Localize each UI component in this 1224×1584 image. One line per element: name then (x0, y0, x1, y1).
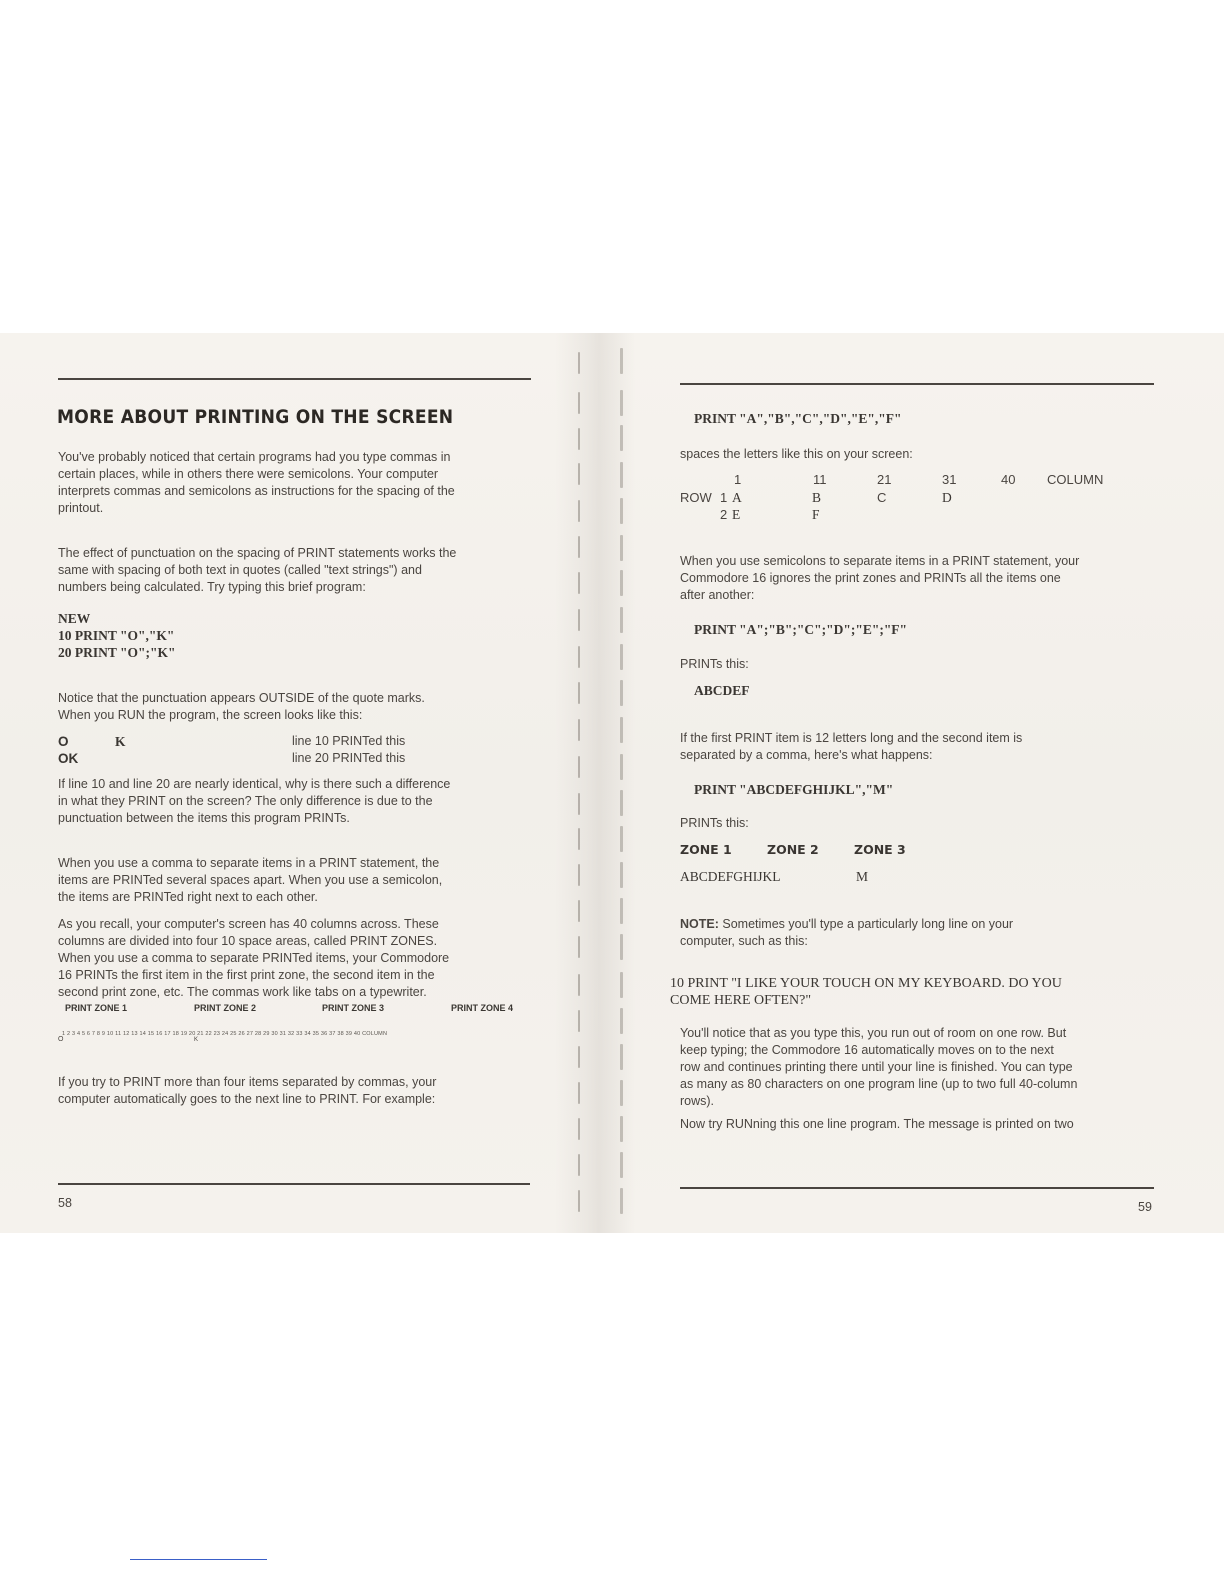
output-ok: OK (58, 751, 79, 766)
col-header-1: 1 (734, 472, 742, 487)
output-k: K (115, 734, 126, 749)
output-note-1: line 10 PRINTed this (292, 734, 406, 748)
left-para-6: As you recall, your computer's screen has 40 columns across. These columns are divided into four 10 space areas, called PRINT ZONES. When you use a comma to separate PRINTed items, your Commodore 16 PRINTs the first item in the first print zone, the second item in the second print zone, etc. The commas work like tabs on a typewriter. (58, 917, 450, 999)
col-header-21: 21 (877, 472, 892, 487)
left-bottom-rule (58, 1183, 530, 1185)
column-o: O (58, 1036, 64, 1043)
right-para-5: Now try RUNning this one line program. The message is printed on two (680, 1117, 1074, 1131)
book-gutter (555, 333, 635, 1233)
row-2-number: 2 (720, 507, 728, 522)
page-number-left: 58 (58, 1196, 72, 1210)
result-m: M (856, 869, 869, 884)
row-1-c: C (877, 490, 887, 505)
right-para-1: spaces the letters like this on your screen: (680, 447, 913, 461)
page-number-right: 59 (1138, 1200, 1152, 1214)
zone-label-1: PRINT ZONE 1 (65, 1003, 128, 1013)
zone-3-label: ZONE 3 (854, 842, 906, 857)
left-para-1: You've probably noticed that certain programs had you type commas in certain places, while in others there were semicolons. Your computer interprets commas and semicolons as instructions for the spacing of the printout. (58, 450, 455, 515)
right-para-3: If the first PRINT item is 12 letters long and the second item is separated by a comma, here's what happens: (680, 731, 1023, 762)
zone-2-label: ZONE 2 (767, 842, 819, 857)
result-abcdefghijkl: ABCDEFGHIJKL (680, 869, 781, 884)
zone-label-2: PRINT ZONE 2 (194, 1003, 257, 1013)
code-print-semicolons: PRINT "A";"B";"C";"D";"E";"F" (694, 622, 908, 637)
note-label: NOTE: (680, 917, 719, 931)
output-note-2: line 20 PRINTed this (292, 751, 406, 765)
right-para-2: When you use semicolons to separate items in a PRINT statement, your Commodore 16 ignores the print zones and PRINTs all the items one after another: (680, 554, 1080, 602)
left-para-3: Notice that the punctuation appears OUTSIDE of the quote marks. When you RUN the program, the screen looks like this: (58, 691, 425, 722)
row-1-number: 1 (720, 490, 728, 505)
row-1-d: D (942, 490, 952, 505)
output-o: O (58, 734, 69, 749)
right-top-rule (680, 383, 1154, 385)
left-para-5: When you use a comma to separate items in a PRINT statement, the items are PRINTed several spaces apart. When you use a semicolon, the items are PRINTed right next to each other. (58, 856, 443, 904)
right-para-4: You'll notice that as you type this, you run out of room on one row. But keep typing; the Commodore 16 automatically moves on to the next row and continues printing there until your line is finished. You can type as many as 80 characters on one program line (up to two full 40-column rows). (680, 1026, 1078, 1108)
row-1-a: A (732, 490, 742, 505)
row-label: ROW (680, 490, 712, 505)
code-print-long-item: PRINT "ABCDEFGHIJKL","M" (694, 782, 894, 797)
col-header-40: 40 (1001, 472, 1016, 487)
column-k: K (194, 1037, 199, 1043)
left-para-2: The effect of punctuation on the spacing of PRINT statements works the same with spacing of both text in quotes (called "text strings") and numbers being calculated. Try typing this brief program: (58, 546, 457, 594)
note-text-1: Sometimes you'll type a particularly long line on your (722, 917, 1014, 931)
left-program-listing: NEW 10 PRINT "O","K" 20 PRINT "O";"K" (58, 611, 176, 660)
prints-this-label-2: PRINTs this: (680, 816, 749, 830)
code-long-line: 10 PRINT "I LIKE YOUR TOUCH ON MY KEYBOARD. DO YOU COME HERE OFTEN?" (670, 976, 1062, 1008)
row-1-b: B (812, 490, 822, 505)
row-2-e: E (732, 507, 741, 522)
left-para-4: If line 10 and line 20 are nearly identical, why is there such a difference in what they PRINT on the screen? The only difference is due to the punctuation between the items this program PRINTs. (58, 777, 451, 825)
col-header-31: 31 (942, 472, 957, 487)
col-header-column: COLUMN (1047, 472, 1104, 487)
code-print-commas: PRINT "A","B","C","D","E","F" (694, 411, 902, 426)
note-block (680, 916, 1013, 950)
zone-label-3: PRINT ZONE 3 (322, 1003, 385, 1013)
result-abcdef: ABCDEF (694, 683, 750, 698)
prints-this-label-1: PRINTs this: (680, 657, 749, 671)
page-heading: MORE ABOUT PRINTING ON THE SCREEN (57, 406, 454, 428)
left-top-rule (58, 378, 531, 380)
column-number-ruler: 1 2 3 4 5 6 7 8 9 10 11 12 13 14 15 16 17 18 19 20 21 22 23 24 25 26 27 28 29 30 31 32 33 34 35 36 37 38 39 40 COLUMN (62, 1031, 388, 1037)
zone-label-4: PRINT ZONE 4 (451, 1003, 514, 1013)
note-text-2: computer, such as this: (680, 934, 808, 948)
row-2-f: F (812, 507, 820, 522)
stray-blue-line (130, 1559, 267, 1560)
right-bottom-rule (680, 1187, 1154, 1189)
col-header-11: 11 (813, 472, 827, 487)
left-para-7: If you try to PRINT more than four items separated by commas, your computer automatically goes to the next line to PRINT. For example: (58, 1075, 437, 1106)
zone-1-label: ZONE 1 (680, 842, 732, 857)
